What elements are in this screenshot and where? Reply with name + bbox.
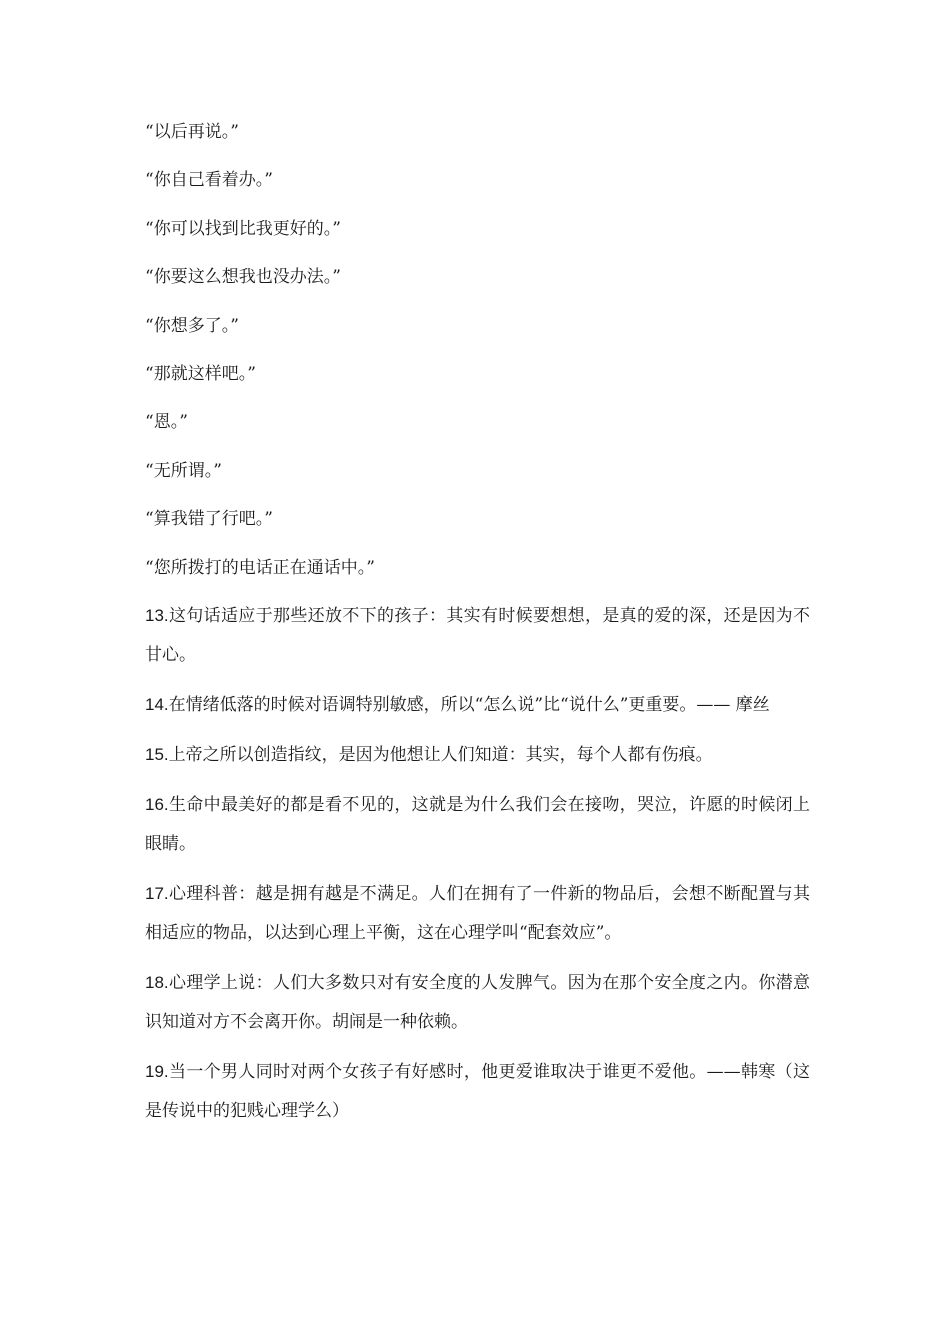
list-item-18 — [145, 963, 810, 1042]
quote-line: “你可以找到比我更好的。” — [145, 218, 341, 239]
item-text: 上帝之所以创造指纹，是因为他想让人们知道：其实，每个人都有伤痕。 — [168, 745, 713, 765]
quote-line: “你要这么想我也没办法。” — [145, 267, 341, 288]
quote-line: “算我错了行吧。” — [145, 509, 273, 530]
quote-line: “您所拨打的电话正在通话中。” — [145, 557, 375, 578]
item-number: 18. — [145, 973, 169, 992]
item-number: 14. — [145, 695, 169, 714]
item-number: 17. — [145, 884, 169, 903]
item-number: 16. — [145, 795, 169, 814]
quote-line: “无所谓。” — [145, 460, 222, 481]
quote-line: “你自己看着办。” — [145, 170, 273, 191]
item-number: 13. — [145, 606, 169, 625]
quote-line: “恩。” — [145, 412, 188, 433]
item-text: 这句话适应于那些还放不下的孩子：其实有时候要想想，是真的爱的深，还是因为不甘心。 — [145, 606, 810, 665]
quote-list — [145, 114, 810, 598]
item-number: 19. — [145, 1062, 169, 1081]
list-item-14 — [145, 685, 810, 725]
quote-line: “以后再说。” — [145, 122, 239, 142]
list-item-16 — [145, 785, 810, 864]
list-item-15 — [145, 735, 810, 775]
list-item-19 — [145, 1052, 810, 1131]
list-item-17 — [145, 874, 810, 953]
item-text: 在情绪低落的时候对语调特别敏感，所以“怎么说”比“说什么”更重要。—— 摩丝 — [168, 695, 770, 715]
item-text: 心理学上说：人们大多数只对有安全度的人发脾气。因为在那个安全度之内。你潜意识知道对方不会离开你。胡闹是一种依赖。 — [145, 973, 810, 1032]
list-item-13 — [145, 596, 810, 675]
item-text: 当一个男人同时对两个女孩子有好感时，他更爱谁取决于谁更不爱他。——韩寒（这是传说中的犯贱心理学么） — [145, 1062, 810, 1121]
quote-line: “你想多了。” — [145, 315, 239, 336]
item-number: 15. — [145, 745, 169, 764]
quote-line: “那就这样吧。” — [145, 363, 256, 384]
item-text: 心理科普：越是拥有越是不满足。人们在拥有了一件新的物品后，会想不断配置与其相适应的物品，以达到心理上平衡，这在心理学叫“配套效应”。 — [145, 884, 810, 943]
numbered-list — [145, 596, 810, 1141]
item-text: 生命中最美好的都是看不见的，这就是为什么我们会在接吻，哭泣，许愿的时候闭上眼睛。 — [145, 795, 810, 854]
